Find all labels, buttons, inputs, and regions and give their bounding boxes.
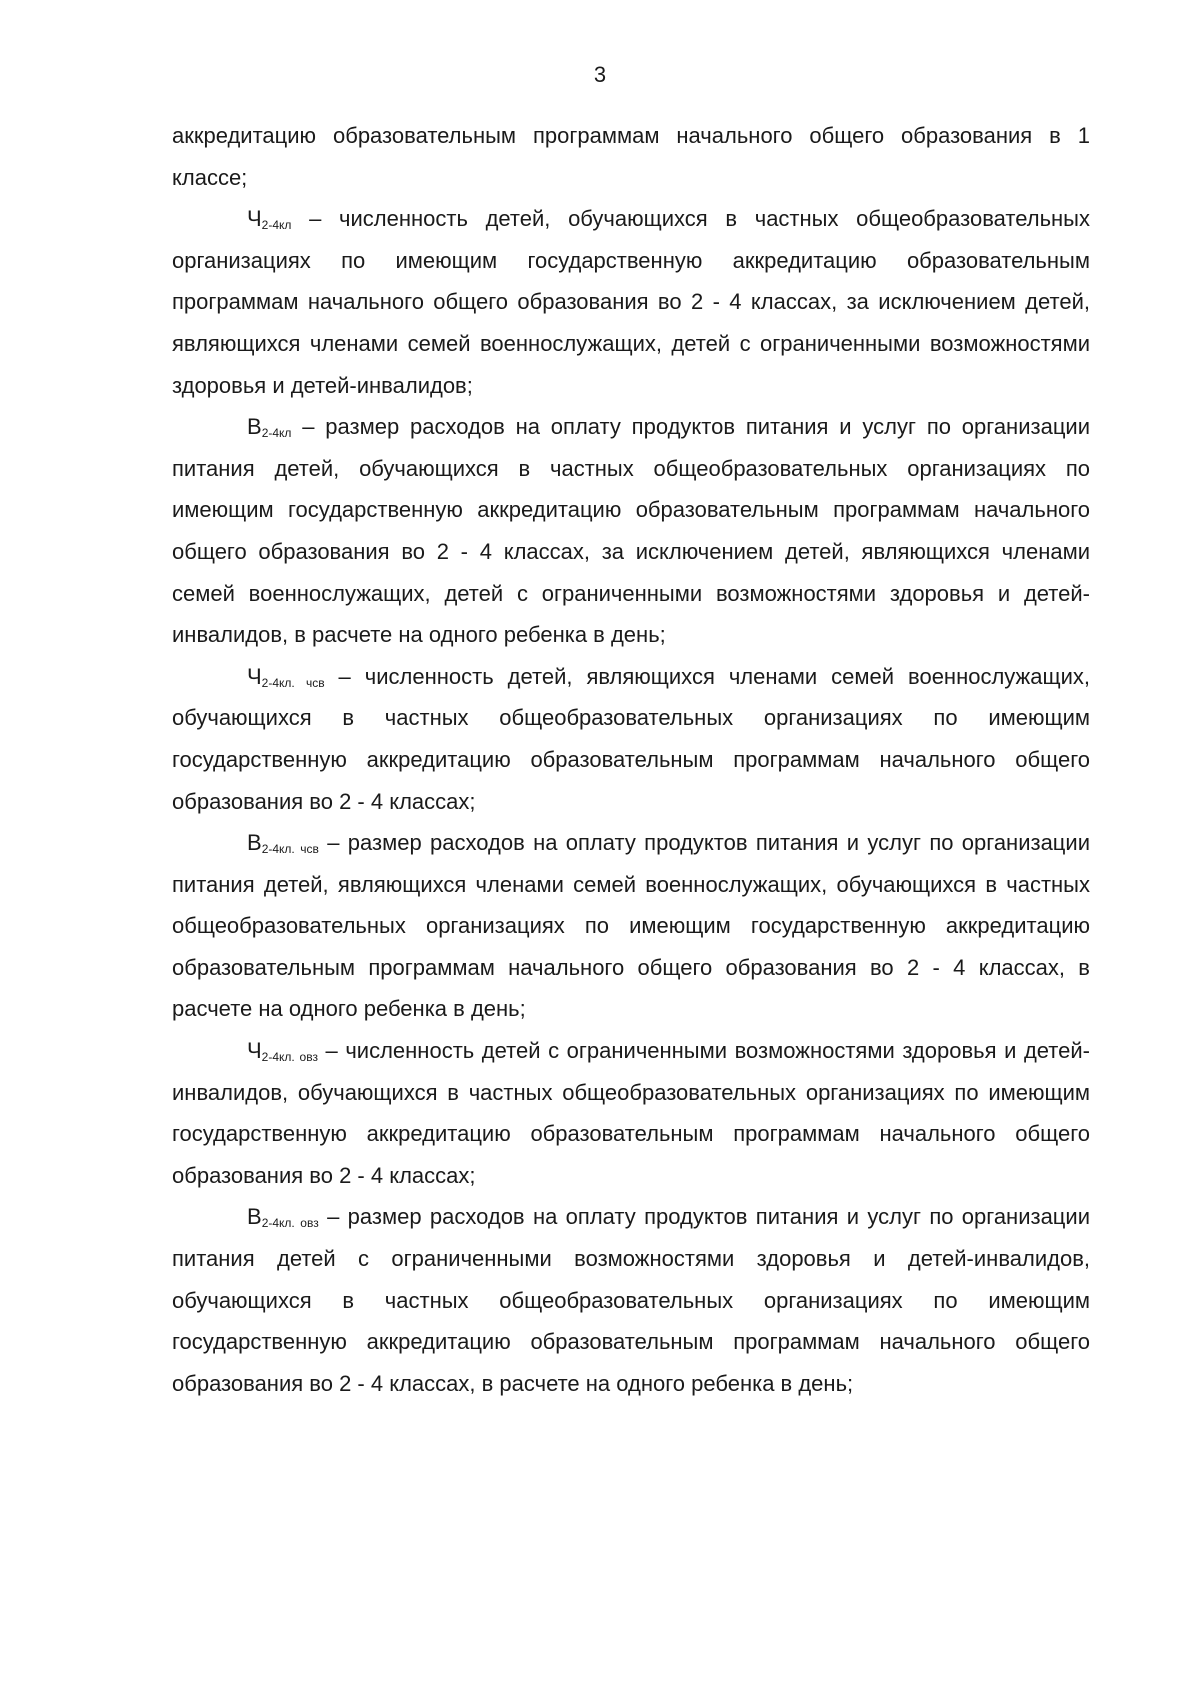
document-body [172,115,1090,1404]
page-number: 3 [593,62,607,87]
paragraph-text: аккредитацию образовательным программам начального общего образования в 1 классе; [172,123,1090,190]
definition-term: В [247,414,262,440]
definition-term: В [247,830,262,856]
definition-text: – размер расходов на оплату продуктов питания и услуг по организации питания детей, являющихся членами семей военнослужащих, обучающихся в частных общеобразовательных организациях по имеющим государственную аккредитацию образовательным программам начального общего образования во 2 - 4 классах, в расчете на одного ребенка в день; [172,830,1090,1022]
definition-text: – численность детей с ограниченными возможностями здоровья и детей-инвалидов, обучающихся в частных общеобразовательных организациях по имеющим государственную аккредитацию образовательным программам начального общего образования во 2 - 4 классах; [172,1038,1090,1188]
definition-term: В [247,1204,262,1230]
definition-subscript: 2-4кл [261,218,292,233]
definition-subscript: 2-4кл [261,426,292,441]
definition-text: – численность детей, обучающихся в частных общеобразовательных организациях по имеющим государственную аккредитацию образовательным программам начального общего образования во 2 - 4 классах, за исключением детей, являющихся членами семей военнослужащих, детей с ограниченными возможностями здоровья и детей-инвалидов; [172,206,1090,398]
definition-text: – размер расходов на оплату продуктов питания и услуг по организации питания детей с ограниченными возможностями здоровья и детей-инвалидов, обучающихся в частных общеобразовательных организациях по имеющим государственную аккредитацию образовательным программам начального общего образования во 2 - 4 классах, в расчете на одного ребенка в день; [172,1204,1090,1396]
definition-text: – численность детей, являющихся членами семей военнослужащих, обучающихся в частных общеобразовательных организациях по имеющим государственную аккредитацию образовательным программам начального общего образования во 2 - 4 классах; [172,663,1091,814]
definition-term: Ч [247,663,262,689]
definition-v-2-4kl [172,406,1090,656]
definition-ch-2-4kl [172,198,1090,406]
definition-term: Ч [247,1038,262,1064]
definition-subscript: 2-4кл. овз [261,1050,318,1065]
definition-term: Ч [247,206,262,232]
definition-ch-2-4kl-ovz [172,1030,1090,1196]
definition-ch-2-4kl-chsv [172,656,1090,822]
definition-subscript: 2-4кл. чсв [261,842,319,857]
definition-subscript: 2-4кл. овз [261,1216,319,1231]
definition-text: – размер расходов на оплату продуктов питания и услуг по организации питания детей, обучающихся в частных общеобразовательных организациях по имеющим государственную аккредитацию образовательным программам начального общего образования во 2 - 4 классах, за исключением детей, являющихся членами семей военнослужащих, детей с ограниченными возможностями здоровья и детей-инвалидов, в расчете на одного ребенка в день; [172,414,1090,648]
definition-v-2-4kl-ovz [172,1196,1090,1404]
definition-v-2-4kl-chsv [172,822,1090,1030]
definition-subscript: 2-4кл. чсв [261,675,325,690]
paragraph-continuation [172,115,1090,198]
